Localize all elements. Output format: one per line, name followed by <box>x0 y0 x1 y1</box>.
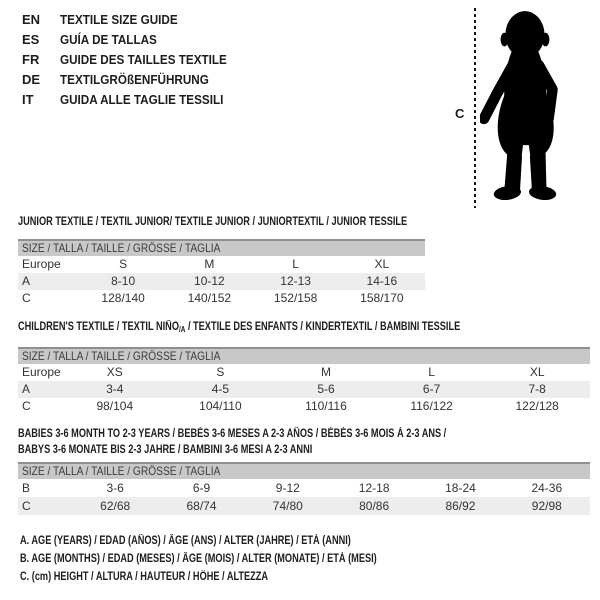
language-code: IT <box>22 92 34 107</box>
title-post: / TEXTILE DES ENFANTS / KINDERTEXTIL / BAMBINI TESSILE <box>185 321 461 333</box>
size-header-bar <box>18 347 590 364</box>
title-pre: CHILDREN'S TEXTILE / TEXTIL NIÑO <box>18 321 179 333</box>
table-row <box>18 497 590 515</box>
babies-title-line-2 <box>18 442 590 458</box>
language-code: FR <box>22 52 40 67</box>
table-cell: 3-4 <box>106 382 124 396</box>
table-row <box>18 256 425 273</box>
language-row-fr <box>22 50 245 70</box>
language-row-de <box>22 70 245 90</box>
table-cell: 104/110 <box>199 399 242 413</box>
table-cell: 122/128 <box>515 399 559 413</box>
junior-table-section <box>18 215 425 307</box>
table-cell: 3-6 <box>106 481 124 495</box>
table-cell: 92/98 <box>531 499 562 513</box>
size-header-bar <box>18 239 425 256</box>
height-reference-line <box>474 8 476 208</box>
table-row <box>18 273 425 290</box>
size-header-bar <box>18 462 590 479</box>
table-row <box>18 290 425 307</box>
table-cell: 140/152 <box>187 291 232 305</box>
language-row-es <box>22 30 245 50</box>
language-title: GUIDE DES TAILLES TEXTILE <box>60 52 227 67</box>
table-cell: 110/116 <box>305 399 347 413</box>
table-cell: 86/92 <box>445 499 476 513</box>
row-label: A <box>22 382 31 396</box>
table-cell: S <box>216 365 225 379</box>
row-label: B <box>22 481 31 495</box>
table-cell: 6-7 <box>422 382 441 396</box>
babies-table-title <box>18 426 590 458</box>
row-label: C <box>22 499 31 513</box>
table-cell: 5-6 <box>317 382 335 396</box>
babies-title-line-1 <box>18 426 590 442</box>
babies-title-text-2: BABYS 3-6 MONATE BIS 2-3 JAHRE / BAMBINI 3-6 MESI A 2-3 ANNI <box>18 444 313 456</box>
table-cell: 7-8 <box>528 382 546 396</box>
language-code: ES <box>22 32 40 47</box>
size-header-text: SIZE / TALLA / TAILLE / GRÖSSE / TAGLIA <box>22 349 221 363</box>
table-cell: 128/140 <box>101 291 145 305</box>
table-cell: 12-18 <box>358 481 390 495</box>
table-cell: 18-24 <box>445 481 476 495</box>
table-cell: 98/104 <box>96 399 134 413</box>
table-cell: 152/158 <box>273 291 318 305</box>
table-cell: 80/86 <box>359 499 390 513</box>
language-row-it <box>22 90 245 110</box>
legend-note-a-text: A. AGE (YEARS) / EDAD (AÑOS) / ÂGE (ANS) / ALTER (JAHRE) / ETÀ (ANNI) <box>20 535 351 547</box>
language-title: TEXTILGRÖßENFÜHRUNG <box>60 72 209 87</box>
table-cell: L <box>428 365 435 379</box>
row-label: C <box>22 399 31 413</box>
legend-note-c-text: C. (cm) HEIGHT / ALTURA / HAUTEUR / HÖHE / ALTEZZA <box>20 571 269 583</box>
size-header-text: SIZE / TALLA / TAILLE / GRÖSSE / TAGLIA <box>22 464 221 478</box>
table-cell: 74/80 <box>272 499 303 513</box>
table-row <box>18 479 590 497</box>
table-row <box>18 381 590 398</box>
size-header-text: SIZE / TALLA / TAILLE / GRÖSSE / TAGLIA <box>22 241 221 255</box>
row-label: Europe <box>22 365 61 379</box>
table-cell: 9-12 <box>275 481 300 495</box>
title-subscript: /A <box>178 325 186 334</box>
table-cell: XL <box>374 257 390 271</box>
legend-note-a <box>20 532 466 550</box>
language-title: GUÍA DE TALLAS <box>60 32 157 47</box>
language-title: GUIDA ALLE TAGLIE TESSILI <box>60 92 224 107</box>
table-cell: XS <box>106 365 123 379</box>
children-table-title <box>18 320 590 337</box>
table-cell: 6-9 <box>192 481 211 495</box>
table-cell: 12-13 <box>280 274 311 288</box>
table-cell: 8-10 <box>111 274 136 288</box>
babies-title-text-1: BABIES 3-6 MONTH TO 2-3 YEARS / BEBÉS 3-6 MESES A 2-3 AÑOS / BÉBÉS 3-6 MOIS À 2-3 ANS / <box>18 428 447 440</box>
table-cell: XL <box>529 365 545 379</box>
table-cell: 116/122 <box>410 399 453 413</box>
children-table-title-text <box>18 320 460 337</box>
table-row <box>18 398 590 415</box>
language-title: TEXTILE SIZE GUIDE <box>60 12 178 27</box>
legend-notes <box>20 532 466 586</box>
junior-table-title-text: JUNIOR TEXTILE / TEXTIL JUNIOR/ TEXTILE JUNIOR / JUNIORTEXTIL / JUNIOR TESSILE <box>18 216 408 228</box>
table-cell: M <box>320 365 331 379</box>
language-list <box>22 10 245 110</box>
language-code: EN <box>22 12 41 27</box>
children-table-section <box>18 320 590 415</box>
table-cell: S <box>119 257 128 271</box>
table-cell: 158/170 <box>360 291 404 305</box>
babies-table-section <box>18 426 590 515</box>
table-cell: 4-5 <box>211 382 230 396</box>
table-row <box>18 364 590 381</box>
legend-note-b <box>20 550 466 568</box>
table-cell: 24-36 <box>531 481 563 495</box>
row-label: Europe <box>22 257 61 271</box>
legend-note-b-text: B. AGE (MONTHS) / EDAD (MESES) / ÂGE (MOIS) / ALTER (MONATE) / ETÀ (MESI) <box>20 553 377 565</box>
junior-table-title <box>18 215 425 229</box>
baby-silhouette <box>480 8 568 206</box>
table-cell: 10-12 <box>194 274 225 288</box>
table-cell: M <box>204 257 215 271</box>
row-label: A <box>22 274 31 288</box>
legend-note-c <box>20 568 466 586</box>
table-cell: L <box>292 257 299 271</box>
language-code: DE <box>22 72 41 87</box>
table-cell: 14-16 <box>366 274 398 288</box>
language-row-en <box>22 10 245 30</box>
table-cell: 62/68 <box>100 499 131 513</box>
row-label: C <box>22 291 31 305</box>
table-cell: 68/74 <box>186 499 217 513</box>
height-label: C <box>455 106 465 121</box>
